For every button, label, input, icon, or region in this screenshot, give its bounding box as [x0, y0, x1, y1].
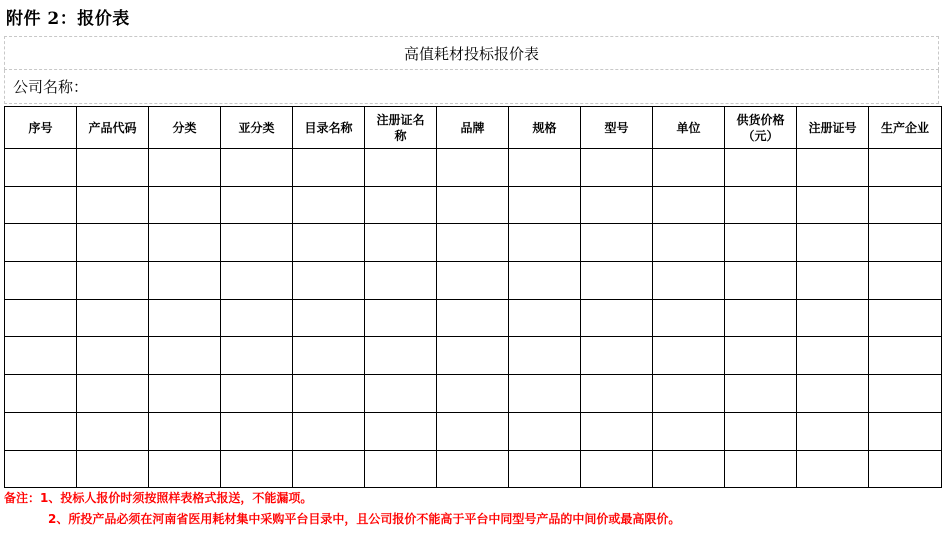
table-cell[interactable]: [149, 337, 221, 375]
table-cell[interactable]: [5, 262, 77, 300]
table-cell[interactable]: [653, 186, 725, 224]
table-cell[interactable]: [221, 299, 293, 337]
table-cell[interactable]: [293, 262, 365, 300]
table-cell[interactable]: [5, 186, 77, 224]
table-cell[interactable]: [77, 412, 149, 450]
table-cell[interactable]: [869, 186, 942, 224]
header-cell: 产品代码: [77, 107, 149, 149]
table-cell[interactable]: [581, 337, 653, 375]
header-row: [5, 107, 942, 149]
table-cell[interactable]: [509, 224, 581, 262]
table-cell[interactable]: [437, 375, 509, 413]
header-cell: 目录名称: [293, 107, 365, 149]
table-cell[interactable]: [5, 375, 77, 413]
table-cell[interactable]: [653, 299, 725, 337]
table-cell[interactable]: [221, 412, 293, 450]
table-cell[interactable]: [149, 450, 221, 488]
table-cell[interactable]: [509, 299, 581, 337]
table-cell[interactable]: [77, 299, 149, 337]
header-cell: 亚分类: [221, 107, 293, 149]
table-cell[interactable]: [293, 224, 365, 262]
table-cell[interactable]: [149, 412, 221, 450]
table-cell[interactable]: [77, 262, 149, 300]
table-cell[interactable]: [365, 337, 437, 375]
table-row: [5, 186, 942, 224]
table-cell[interactable]: [581, 375, 653, 413]
table-cell[interactable]: [797, 186, 869, 224]
table-cell[interactable]: [725, 224, 797, 262]
header-cell: 注册证名称: [365, 107, 437, 149]
table-cell[interactable]: [437, 262, 509, 300]
table-row: [5, 450, 942, 488]
header-cell: 生产企业: [869, 107, 942, 149]
table-cell[interactable]: [437, 186, 509, 224]
table-cell[interactable]: [725, 186, 797, 224]
table-row: [5, 299, 942, 337]
table-cell[interactable]: [221, 224, 293, 262]
table-cell[interactable]: [581, 186, 653, 224]
table-cell[interactable]: [581, 299, 653, 337]
table-cell[interactable]: [797, 149, 869, 187]
page-heading: 附件 2：报价表: [6, 9, 130, 29]
table-cell[interactable]: [437, 299, 509, 337]
table-cell[interactable]: [77, 186, 149, 224]
table-cell[interactable]: [437, 224, 509, 262]
table-cell[interactable]: [581, 149, 653, 187]
table-cell[interactable]: [149, 224, 221, 262]
table-cell[interactable]: [653, 262, 725, 300]
table-cell[interactable]: [77, 337, 149, 375]
table-cell[interactable]: [149, 186, 221, 224]
table-cell[interactable]: [365, 262, 437, 300]
table-cell[interactable]: [509, 450, 581, 488]
table-row: [5, 412, 942, 450]
table-cell[interactable]: [365, 149, 437, 187]
table-cell[interactable]: [437, 149, 509, 187]
table-cell[interactable]: [869, 412, 942, 450]
table-cell[interactable]: [869, 375, 942, 413]
table-cell[interactable]: [581, 412, 653, 450]
table-cell[interactable]: [509, 186, 581, 224]
header-cell: 分类: [149, 107, 221, 149]
table-cell[interactable]: [437, 412, 509, 450]
table-cell[interactable]: [5, 337, 77, 375]
table-cell[interactable]: [149, 299, 221, 337]
table-cell[interactable]: [725, 262, 797, 300]
table-cell[interactable]: [653, 337, 725, 375]
table-row: [5, 337, 942, 375]
table-cell[interactable]: [293, 375, 365, 413]
table-cell[interactable]: [221, 450, 293, 488]
table-cell[interactable]: [509, 412, 581, 450]
table-cell[interactable]: [869, 299, 942, 337]
notes: [4, 488, 680, 530]
header-cell: 品牌: [437, 107, 509, 149]
table-cell[interactable]: [149, 375, 221, 413]
table-cell[interactable]: [293, 450, 365, 488]
table-cell[interactable]: [293, 186, 365, 224]
table-cell[interactable]: [509, 375, 581, 413]
header-cell: 规格: [509, 107, 581, 149]
table-cell[interactable]: [77, 450, 149, 488]
table-cell[interactable]: [581, 450, 653, 488]
table-cell[interactable]: [869, 149, 942, 187]
table-cell[interactable]: [149, 262, 221, 300]
table-cell[interactable]: [797, 412, 869, 450]
table-cell[interactable]: [797, 337, 869, 375]
table-cell[interactable]: [293, 337, 365, 375]
header-cell: 供货价格（元）: [725, 107, 797, 149]
header-cell: 注册证号: [797, 107, 869, 149]
table-cell[interactable]: [869, 450, 942, 488]
table-cell[interactable]: [509, 149, 581, 187]
table-cell[interactable]: [77, 375, 149, 413]
table-row: [5, 375, 942, 413]
table-cell[interactable]: [221, 337, 293, 375]
table-cell[interactable]: [653, 375, 725, 413]
table-cell[interactable]: [221, 186, 293, 224]
quotation-table: [4, 106, 942, 488]
table-cell[interactable]: [149, 149, 221, 187]
table-cell[interactable]: [509, 262, 581, 300]
table-cell[interactable]: [653, 149, 725, 187]
table-cell[interactable]: [5, 450, 77, 488]
company-name-label: 公司名称：: [4, 70, 939, 104]
table-cell[interactable]: [725, 337, 797, 375]
table-cell[interactable]: [365, 375, 437, 413]
table-cell[interactable]: [365, 224, 437, 262]
table-cell[interactable]: [869, 262, 942, 300]
header-cell: 型号: [581, 107, 653, 149]
table-row: [5, 262, 942, 300]
table-cell[interactable]: [221, 375, 293, 413]
table-cell[interactable]: [581, 262, 653, 300]
table-cell[interactable]: [725, 375, 797, 413]
table-row: [5, 224, 942, 262]
table-cell[interactable]: [5, 412, 77, 450]
table-cell[interactable]: [221, 149, 293, 187]
table-cell[interactable]: [365, 412, 437, 450]
table-cell[interactable]: [653, 224, 725, 262]
table-cell[interactable]: [437, 450, 509, 488]
table-cell[interactable]: [725, 149, 797, 187]
table-cell[interactable]: [797, 224, 869, 262]
table-cell[interactable]: [869, 224, 942, 262]
table-cell[interactable]: [797, 375, 869, 413]
table-cell[interactable]: [365, 299, 437, 337]
table-cell[interactable]: [365, 186, 437, 224]
table-cell[interactable]: [293, 412, 365, 450]
note-line-1: 备注：1、投标人报价时须按照样表格式报送，不能漏项。: [4, 491, 313, 505]
table-cell[interactable]: [869, 337, 942, 375]
table-cell[interactable]: [293, 149, 365, 187]
table-cell[interactable]: [797, 262, 869, 300]
table-cell[interactable]: [5, 224, 77, 262]
table-cell[interactable]: [725, 450, 797, 488]
table-cell[interactable]: [725, 412, 797, 450]
table-cell[interactable]: [293, 299, 365, 337]
table-cell[interactable]: [5, 149, 77, 187]
table-row: [5, 149, 942, 187]
table-cell[interactable]: [797, 450, 869, 488]
header-cell: 单位: [653, 107, 725, 149]
table-cell[interactable]: [725, 299, 797, 337]
table-cell[interactable]: [581, 224, 653, 262]
table-cell[interactable]: [509, 337, 581, 375]
table-cell[interactable]: [653, 412, 725, 450]
table-cell[interactable]: [797, 299, 869, 337]
table-cell[interactable]: [5, 299, 77, 337]
table-cell[interactable]: [653, 450, 725, 488]
header-cell: 序号: [5, 107, 77, 149]
note-line-2: 2、所投产品必须在河南省医用耗材集中采购平台目录中，且公司报价不能高于平台中同型号产品的中间价或最高限价。: [48, 512, 681, 526]
table-cell[interactable]: [365, 450, 437, 488]
table-cell[interactable]: [77, 224, 149, 262]
table-cell[interactable]: [437, 337, 509, 375]
table-cell[interactable]: [77, 149, 149, 187]
table-title: 高值耗材投标报价表: [4, 36, 939, 70]
table-cell[interactable]: [221, 262, 293, 300]
